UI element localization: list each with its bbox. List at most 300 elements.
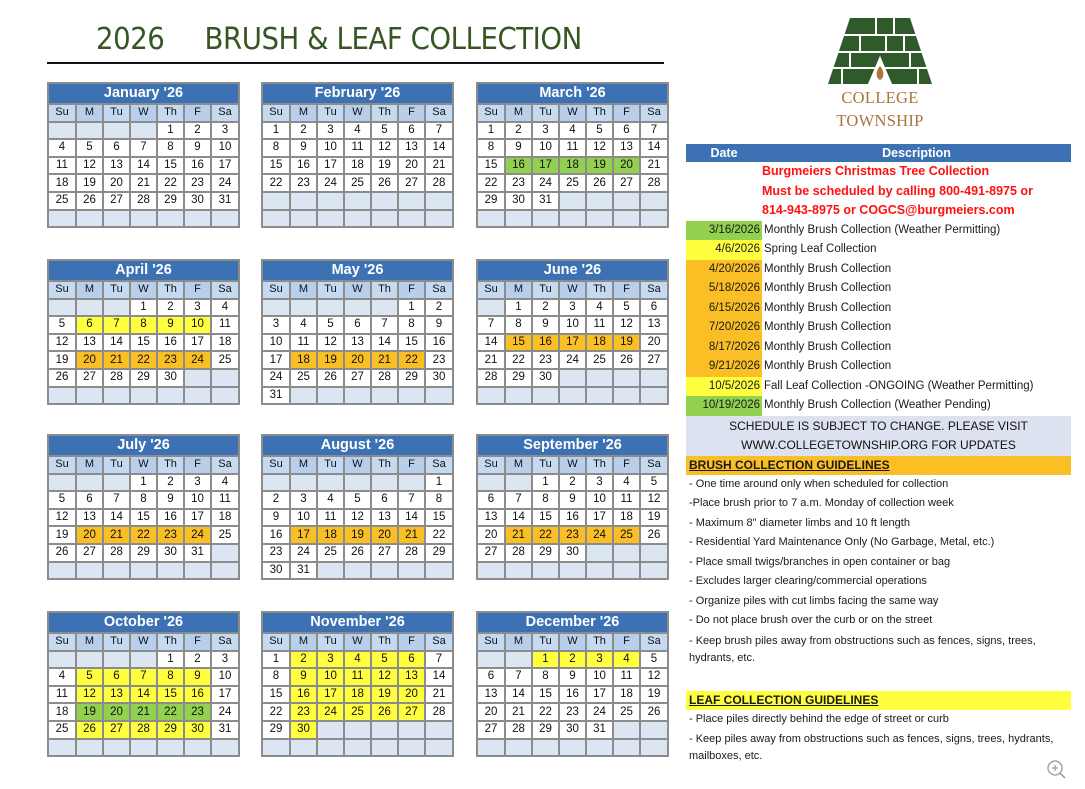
weekday-label: W: [344, 105, 371, 122]
empty-day-cell: [344, 739, 371, 756]
logo-township: TOWNSHIP: [836, 111, 924, 130]
day-cell: 18: [344, 686, 371, 704]
empty-day-cell: [398, 210, 425, 227]
day-cell: 2: [559, 474, 586, 492]
day-cell: 9: [532, 316, 559, 334]
weekday-label: Sa: [425, 457, 452, 474]
weekday-label: M: [76, 634, 103, 651]
weekday-label: Su: [478, 457, 505, 474]
brush-guideline: - Keep brush piles away from obstructions such as fences, signs, trees, hydrants, etc.: [689, 634, 1036, 664]
day-cell: 6: [103, 139, 130, 157]
day-cell: 1: [532, 651, 559, 669]
weekday-label: Sa: [640, 457, 667, 474]
empty-day-cell: [184, 562, 211, 579]
day-cell: 8: [478, 139, 505, 157]
weekday-label: W: [559, 105, 586, 122]
day-cell: 6: [103, 668, 130, 686]
brush-guideline: - Organize piles with cut limbs facing the same way: [689, 594, 939, 607]
day-cell: 19: [49, 351, 76, 369]
day-cell: 18: [49, 174, 76, 192]
day-cell: 28: [425, 703, 452, 721]
day-cell: 24: [184, 351, 211, 369]
day-cell: 22: [478, 174, 505, 192]
day-cell: 19: [640, 509, 667, 527]
day-cell: 21: [103, 351, 130, 369]
day-cell: 30: [290, 721, 317, 739]
day-cell: 17: [532, 157, 559, 175]
day-cell: 20: [478, 703, 505, 721]
empty-day-cell: [586, 210, 613, 227]
day-cell: 18: [344, 157, 371, 175]
day-cell: 19: [317, 351, 344, 369]
day-cell: 20: [398, 686, 425, 704]
day-cell: 30: [425, 369, 452, 387]
schedule-row: [686, 240, 1071, 260]
day-cell: 19: [76, 703, 103, 721]
day-cell: 11: [613, 491, 640, 509]
weekday-label: Su: [263, 282, 290, 299]
day-cell: 7: [640, 122, 667, 140]
day-cell: 6: [398, 651, 425, 669]
day-cell: 9: [425, 316, 452, 334]
empty-day-cell: [76, 210, 103, 227]
day-cell: 9: [559, 668, 586, 686]
day-cell: 20: [103, 703, 130, 721]
empty-day-cell: [586, 544, 613, 562]
weekday-label: M: [76, 105, 103, 122]
day-cell: 16: [505, 157, 532, 175]
day-cell: 6: [478, 491, 505, 509]
day-cell: 22: [425, 526, 452, 544]
page-title: [96, 22, 582, 57]
empty-day-cell: [478, 210, 505, 227]
empty-day-cell: [103, 651, 130, 669]
day-cell: 13: [103, 157, 130, 175]
day-cell: 25: [317, 544, 344, 562]
day-cell: 19: [371, 157, 398, 175]
weekday-label: F: [398, 457, 425, 474]
weekday-label: Th: [157, 282, 184, 299]
weekday-label: F: [184, 282, 211, 299]
day-cell: 31: [211, 192, 238, 210]
christmas-tree-phone: Must be scheduled by calling 800-491-8975 or: [762, 183, 1033, 198]
empty-day-cell: [76, 474, 103, 492]
empty-day-cell: [532, 562, 559, 579]
day-cell: 17: [317, 686, 344, 704]
christmas-tree-note: Burgmeiers Christmas Tree Collection: [762, 164, 990, 178]
weekday-label: Su: [478, 634, 505, 651]
empty-day-cell: [398, 474, 425, 492]
day-cell: 19: [76, 174, 103, 192]
empty-day-cell: [478, 474, 505, 492]
schedule-date: 10/19/2026: [686, 396, 762, 416]
day-cell: 26: [317, 369, 344, 387]
weekday-label: W: [130, 105, 157, 122]
day-cell: 7: [425, 122, 452, 140]
month-calendar: [261, 434, 454, 580]
empty-day-cell: [263, 299, 290, 317]
empty-day-cell: [130, 562, 157, 579]
day-cell: 31: [532, 192, 559, 210]
day-cell: 17: [211, 686, 238, 704]
month-title: July '26: [49, 436, 238, 457]
day-cell: 10: [184, 491, 211, 509]
day-cell: 9: [157, 316, 184, 334]
day-cell: 23: [532, 351, 559, 369]
day-cell: 15: [130, 334, 157, 352]
month-title: April '26: [49, 261, 238, 282]
weekday-label: Th: [586, 282, 613, 299]
empty-day-cell: [478, 739, 505, 756]
day-cell: 13: [103, 686, 130, 704]
empty-day-cell: [559, 387, 586, 404]
brick-arch-icon: [828, 16, 932, 86]
weekday-label: W: [559, 457, 586, 474]
title-year: 2026: [96, 22, 165, 57]
empty-day-cell: [586, 192, 613, 210]
weekday-label: Su: [263, 634, 290, 651]
empty-day-cell: [76, 562, 103, 579]
empty-day-cell: [184, 739, 211, 756]
zoom-in-button[interactable]: [1043, 756, 1071, 784]
empty-day-cell: [505, 562, 532, 579]
day-cell: 23: [157, 351, 184, 369]
day-cell: 12: [49, 509, 76, 527]
day-cell: 5: [49, 316, 76, 334]
day-cell: 5: [76, 139, 103, 157]
empty-day-cell: [263, 739, 290, 756]
brush-guidelines-title: BRUSH COLLECTION GUIDELINES: [686, 456, 1071, 475]
brush-guideline: - Maximum 8" diameter limbs and 10 ft length: [689, 516, 910, 529]
day-cell: 3: [586, 474, 613, 492]
weekday-label: Su: [478, 105, 505, 122]
day-cell: 28: [130, 192, 157, 210]
day-cell: 2: [184, 122, 211, 140]
description-column-header: Description: [882, 146, 951, 160]
empty-day-cell: [344, 192, 371, 210]
date-column-header: Date: [710, 146, 738, 160]
day-cell: 23: [559, 526, 586, 544]
weekday-label: Th: [371, 457, 398, 474]
weekday-label: Th: [586, 105, 613, 122]
day-cell: 25: [49, 192, 76, 210]
day-cell: 18: [49, 703, 76, 721]
day-cell: 22: [157, 174, 184, 192]
empty-day-cell: [398, 721, 425, 739]
day-cell: 26: [371, 703, 398, 721]
empty-day-cell: [103, 122, 130, 140]
day-cell: 19: [640, 686, 667, 704]
empty-day-cell: [317, 562, 344, 579]
day-cell: 9: [290, 139, 317, 157]
weekday-label: Tu: [103, 457, 130, 474]
day-cell: 10: [586, 491, 613, 509]
weekday-label: Su: [49, 634, 76, 651]
day-cell: 30: [184, 721, 211, 739]
empty-day-cell: [613, 721, 640, 739]
schedule-row: [686, 396, 1071, 416]
schedule-row: [686, 357, 1071, 377]
college-township-logo: [828, 16, 932, 134]
day-cell: 3: [532, 122, 559, 140]
schedule-description: Monthly Brush Collection: [764, 282, 892, 294]
schedule-row: [686, 338, 1071, 358]
day-cell: 9: [157, 491, 184, 509]
day-cell: 15: [505, 334, 532, 352]
day-cell: 10: [317, 668, 344, 686]
logo-college: COLLEGE: [841, 88, 919, 107]
empty-day-cell: [103, 474, 130, 492]
brush-guideline: - One time around only when scheduled for collection: [689, 477, 949, 490]
day-cell: 12: [76, 686, 103, 704]
day-cell: 7: [505, 668, 532, 686]
empty-day-cell: [49, 210, 76, 227]
month-title: March '26: [478, 84, 667, 105]
empty-day-cell: [371, 562, 398, 579]
weekday-label: Th: [371, 634, 398, 651]
empty-day-cell: [211, 739, 238, 756]
day-cell: 9: [263, 509, 290, 527]
empty-day-cell: [640, 210, 667, 227]
day-cell: 19: [49, 526, 76, 544]
empty-day-cell: [263, 210, 290, 227]
day-cell: 25: [49, 721, 76, 739]
day-cell: 18: [211, 334, 238, 352]
schedule-date: 7/20/2026: [686, 318, 762, 338]
leaf-guidelines-title: LEAF COLLECTION GUIDELINES: [686, 691, 1071, 710]
weekday-label: Tu: [103, 634, 130, 651]
day-cell: 13: [613, 139, 640, 157]
schedule-date: 5/18/2026: [686, 279, 762, 299]
day-cell: 17: [211, 157, 238, 175]
weekday-label: F: [184, 634, 211, 651]
day-cell: 10: [559, 316, 586, 334]
day-cell: 15: [532, 686, 559, 704]
day-cell: 16: [184, 157, 211, 175]
day-cell: 7: [130, 668, 157, 686]
day-cell: 29: [263, 721, 290, 739]
day-cell: 16: [184, 686, 211, 704]
weekday-label: W: [344, 457, 371, 474]
day-cell: 17: [184, 334, 211, 352]
day-cell: 20: [371, 526, 398, 544]
empty-day-cell: [398, 387, 425, 404]
weekday-label: Tu: [532, 457, 559, 474]
day-cell: 14: [425, 139, 452, 157]
day-cell: 31: [211, 721, 238, 739]
day-cell: 5: [613, 299, 640, 317]
empty-day-cell: [532, 210, 559, 227]
month-title: August '26: [263, 436, 452, 457]
day-cell: 3: [184, 474, 211, 492]
day-cell: 17: [317, 157, 344, 175]
day-cell: 8: [505, 316, 532, 334]
day-cell: 24: [184, 526, 211, 544]
day-cell: 21: [103, 526, 130, 544]
weekday-label: Tu: [532, 282, 559, 299]
weekday-label: M: [290, 457, 317, 474]
empty-day-cell: [613, 562, 640, 579]
day-cell: 31: [290, 562, 317, 579]
day-cell: 20: [640, 334, 667, 352]
empty-day-cell: [640, 739, 667, 756]
weekday-label: Su: [478, 282, 505, 299]
day-cell: 30: [263, 562, 290, 579]
day-cell: 10: [211, 668, 238, 686]
weekday-label: Sa: [640, 634, 667, 651]
day-cell: 25: [344, 174, 371, 192]
schedule-change-notice: [686, 416, 1071, 456]
day-cell: 13: [478, 509, 505, 527]
day-cell: 13: [640, 316, 667, 334]
weekday-label: W: [130, 282, 157, 299]
day-cell: 8: [425, 491, 452, 509]
empty-day-cell: [586, 562, 613, 579]
empty-day-cell: [317, 721, 344, 739]
weekday-label: M: [76, 282, 103, 299]
empty-day-cell: [103, 739, 130, 756]
weekday-label: Su: [263, 457, 290, 474]
day-cell: 1: [130, 299, 157, 317]
day-cell: 27: [640, 351, 667, 369]
month-title: November '26: [263, 613, 452, 634]
empty-day-cell: [211, 544, 238, 562]
day-cell: 16: [263, 526, 290, 544]
day-cell: 1: [425, 474, 452, 492]
day-cell: 11: [49, 157, 76, 175]
weekday-label: M: [76, 457, 103, 474]
month-calendar: [476, 611, 669, 757]
day-cell: 21: [640, 157, 667, 175]
weekday-label: Sa: [640, 105, 667, 122]
day-cell: 25: [586, 351, 613, 369]
day-cell: 14: [478, 334, 505, 352]
weekday-label: Su: [263, 105, 290, 122]
empty-day-cell: [640, 562, 667, 579]
empty-day-cell: [398, 562, 425, 579]
day-cell: 18: [613, 509, 640, 527]
day-cell: 12: [613, 316, 640, 334]
weekday-label: Sa: [425, 282, 452, 299]
schedule-description: Monthly Brush Collection: [764, 321, 892, 333]
day-cell: 1: [263, 122, 290, 140]
day-cell: 17: [290, 526, 317, 544]
empty-day-cell: [76, 739, 103, 756]
empty-day-cell: [344, 474, 371, 492]
weekday-label: Tu: [317, 105, 344, 122]
weekday-label: M: [290, 282, 317, 299]
day-cell: 28: [505, 721, 532, 739]
day-cell: 1: [130, 474, 157, 492]
empty-day-cell: [103, 210, 130, 227]
day-cell: 7: [103, 491, 130, 509]
empty-day-cell: [317, 474, 344, 492]
day-cell: 27: [478, 544, 505, 562]
day-cell: 26: [76, 192, 103, 210]
weekday-label: F: [184, 105, 211, 122]
day-cell: 13: [371, 509, 398, 527]
empty-day-cell: [559, 192, 586, 210]
weekday-label: Th: [371, 282, 398, 299]
legend-header: [686, 144, 1071, 162]
day-cell: 16: [290, 157, 317, 175]
day-cell: 29: [425, 544, 452, 562]
day-cell: 1: [505, 299, 532, 317]
day-cell: 31: [586, 721, 613, 739]
day-cell: 10: [263, 334, 290, 352]
day-cell: 29: [157, 192, 184, 210]
empty-day-cell: [49, 474, 76, 492]
day-cell: 24: [290, 544, 317, 562]
day-cell: 29: [478, 192, 505, 210]
weekday-label: Sa: [211, 634, 238, 651]
day-cell: 30: [532, 369, 559, 387]
day-cell: 4: [290, 316, 317, 334]
empty-day-cell: [184, 369, 211, 387]
empty-day-cell: [640, 544, 667, 562]
day-cell: 1: [157, 651, 184, 669]
day-cell: 23: [290, 174, 317, 192]
day-cell: 29: [130, 369, 157, 387]
empty-day-cell: [559, 210, 586, 227]
day-cell: 27: [103, 721, 130, 739]
month-calendar: [476, 82, 669, 228]
day-cell: 29: [532, 544, 559, 562]
day-cell: 5: [640, 651, 667, 669]
day-cell: 11: [344, 139, 371, 157]
day-cell: 15: [157, 157, 184, 175]
weekday-label: F: [398, 282, 425, 299]
weekday-label: Tu: [103, 282, 130, 299]
empty-day-cell: [263, 474, 290, 492]
weekday-label: W: [559, 282, 586, 299]
empty-day-cell: [130, 387, 157, 404]
schedule-row: [686, 221, 1071, 241]
day-cell: 5: [371, 651, 398, 669]
day-cell: 10: [211, 139, 238, 157]
day-cell: 19: [344, 526, 371, 544]
empty-day-cell: [425, 721, 452, 739]
day-cell: 6: [478, 668, 505, 686]
month-calendar: [261, 82, 454, 228]
day-cell: 12: [640, 668, 667, 686]
schedule-date: 9/21/2026: [686, 357, 762, 377]
day-cell: 27: [478, 721, 505, 739]
day-cell: 27: [103, 192, 130, 210]
empty-day-cell: [425, 387, 452, 404]
notice-line-1: SCHEDULE IS SUBJECT TO CHANGE. PLEASE VISIT: [729, 418, 1028, 433]
day-cell: 26: [76, 721, 103, 739]
day-cell: 8: [263, 139, 290, 157]
day-cell: 3: [263, 316, 290, 334]
day-cell: 29: [130, 544, 157, 562]
day-cell: 6: [640, 299, 667, 317]
empty-day-cell: [290, 299, 317, 317]
month-calendar: [47, 611, 240, 757]
day-cell: 3: [211, 122, 238, 140]
day-cell: 13: [76, 334, 103, 352]
empty-day-cell: [613, 192, 640, 210]
empty-day-cell: [505, 474, 532, 492]
day-cell: 26: [371, 174, 398, 192]
day-cell: 27: [76, 369, 103, 387]
day-cell: 27: [398, 174, 425, 192]
day-cell: 30: [184, 192, 211, 210]
weekday-label: W: [130, 634, 157, 651]
day-cell: 16: [559, 686, 586, 704]
leaf-guideline: - Place piles directly behind the edge of street or curb: [689, 712, 949, 725]
day-cell: 17: [586, 509, 613, 527]
